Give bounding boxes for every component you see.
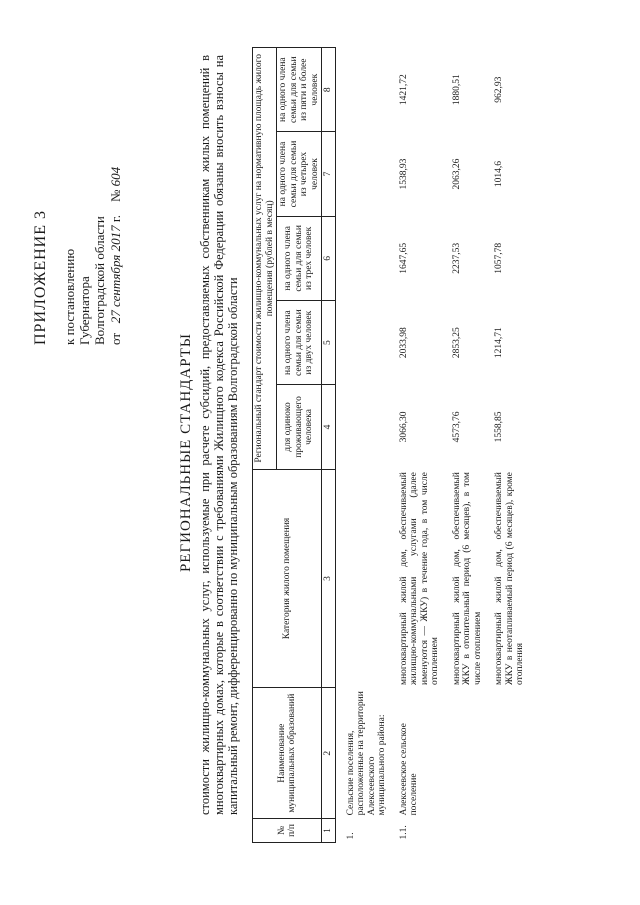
blank-cell bbox=[484, 818, 527, 842]
blank-cell bbox=[442, 818, 485, 842]
header-standard: Региональный стандарт стоимости жилищно-коммунальных услуг на нормативную площадь жилого помещения (рублей в месяц) bbox=[253, 48, 277, 470]
section-blank bbox=[335, 48, 389, 688]
ref-line-2: Губернатора bbox=[77, 276, 92, 345]
blank-cell bbox=[484, 688, 527, 818]
document-title: РЕГИОНАЛЬНЫЕ СТАНДАРТЫ bbox=[178, 332, 194, 573]
value-cell: 4573,76 bbox=[451, 411, 462, 443]
subsection-name: Алексеевское сельское поселение bbox=[398, 723, 419, 816]
col-number: 7 bbox=[322, 132, 336, 216]
col-number: 4 bbox=[322, 385, 336, 469]
intro-paragraph: стоимости жилищно-коммунальных услуг, используемые при расчете субсидий, предоставляемых собственникам жилых помещений в многоквартирных домах, которые в соответствии с требованиями Жилищного кодекса Российской Федерации обязаны вносить взносы на капитальный ремонт, дифференцированно по муниципальным образованиям Волгоградской области bbox=[198, 55, 240, 815]
appendix-label: ПРИЛОЖЕНИЕ 3 bbox=[32, 209, 49, 345]
number-handwritten: 604 bbox=[108, 166, 123, 187]
value-cell: 1647,65 bbox=[398, 242, 409, 274]
col-number: 2 bbox=[322, 688, 336, 818]
table-row bbox=[389, 48, 442, 843]
header-sub-3: на одного члена семьи для семьи из трех человек bbox=[277, 216, 322, 300]
category-cell: многоквартирный жилой дом, обеспечиваемый ЖКУ в отопительный период (6 месяцев), в том числе отоплением bbox=[451, 472, 483, 685]
number-prefix: № bbox=[108, 189, 123, 203]
ref-line-1: к постановлению bbox=[62, 248, 77, 345]
col-number: 1 bbox=[322, 818, 336, 842]
date-handwritten: 27 сентября 2017 bbox=[108, 225, 123, 324]
value-cell: 1421,72 bbox=[398, 74, 409, 106]
header-sub-4: на одного члена семьи для семьи из четырех человек bbox=[277, 132, 322, 216]
value-cell: 2237,53 bbox=[451, 242, 462, 274]
value-cell: 1538,93 bbox=[398, 158, 409, 190]
section-name: Сельские поселения, расположенные на территории Алексеевского муниципального района: bbox=[345, 691, 387, 816]
header-no: № п/п bbox=[253, 818, 322, 842]
header-sub-2: на одного члена семьи для семьи из двух человек bbox=[277, 301, 322, 385]
section-row bbox=[335, 48, 389, 843]
value-cell: 3066,30 bbox=[398, 411, 409, 443]
value-cell: 2853,25 bbox=[451, 327, 462, 359]
standards-table bbox=[252, 47, 527, 843]
header-category: Категория жилого помещения bbox=[253, 469, 322, 688]
value-cell: 1558,85 bbox=[494, 411, 504, 443]
date-prefix: от bbox=[108, 332, 123, 345]
value-cell: 1014,6 bbox=[494, 160, 504, 188]
col-number: 3 bbox=[322, 469, 336, 688]
header-row-1 bbox=[253, 48, 277, 843]
category-cell: многоквартирный жилой дом, обеспечиваемый жилищно-коммунальными услугами (далее именуются — ЖКУ) в течение года, в том числе отоплением bbox=[398, 472, 440, 685]
col-number: 6 bbox=[322, 216, 336, 300]
value-cell: 1880,51 bbox=[451, 74, 462, 106]
blank-cell bbox=[442, 688, 485, 818]
section-number: 1. bbox=[345, 832, 356, 840]
date-suffix: г. bbox=[108, 215, 123, 223]
header-sub-1: для одиноко проживающего человека bbox=[277, 385, 322, 469]
header-sub-5: на одного члена семьи для семьи из пяти и более человек bbox=[277, 48, 322, 132]
column-number-row bbox=[322, 48, 336, 843]
table-row bbox=[442, 48, 485, 843]
col-number: 5 bbox=[322, 301, 336, 385]
value-cell: 2033,98 bbox=[398, 327, 409, 359]
value-cell: 1214,71 bbox=[494, 327, 504, 359]
value-cell: 962,93 bbox=[494, 76, 504, 103]
date-line bbox=[108, 167, 124, 345]
header-name: Наименование муниципальных образований bbox=[253, 688, 322, 818]
ref-line-3: Волгоградской области bbox=[92, 216, 107, 345]
value-cell: 1057,78 bbox=[494, 242, 504, 274]
category-cell: многоквартирный жилой дом, обеспечиваемый ЖКУ в неотапливаемый период (6 месяцев), кроме отопления bbox=[494, 472, 525, 685]
subsection-number: 1.1. bbox=[398, 825, 409, 840]
table-row bbox=[484, 48, 527, 843]
value-cell: 2063,26 bbox=[451, 158, 462, 190]
col-number: 8 bbox=[322, 48, 336, 132]
resolution-reference bbox=[62, 216, 107, 345]
